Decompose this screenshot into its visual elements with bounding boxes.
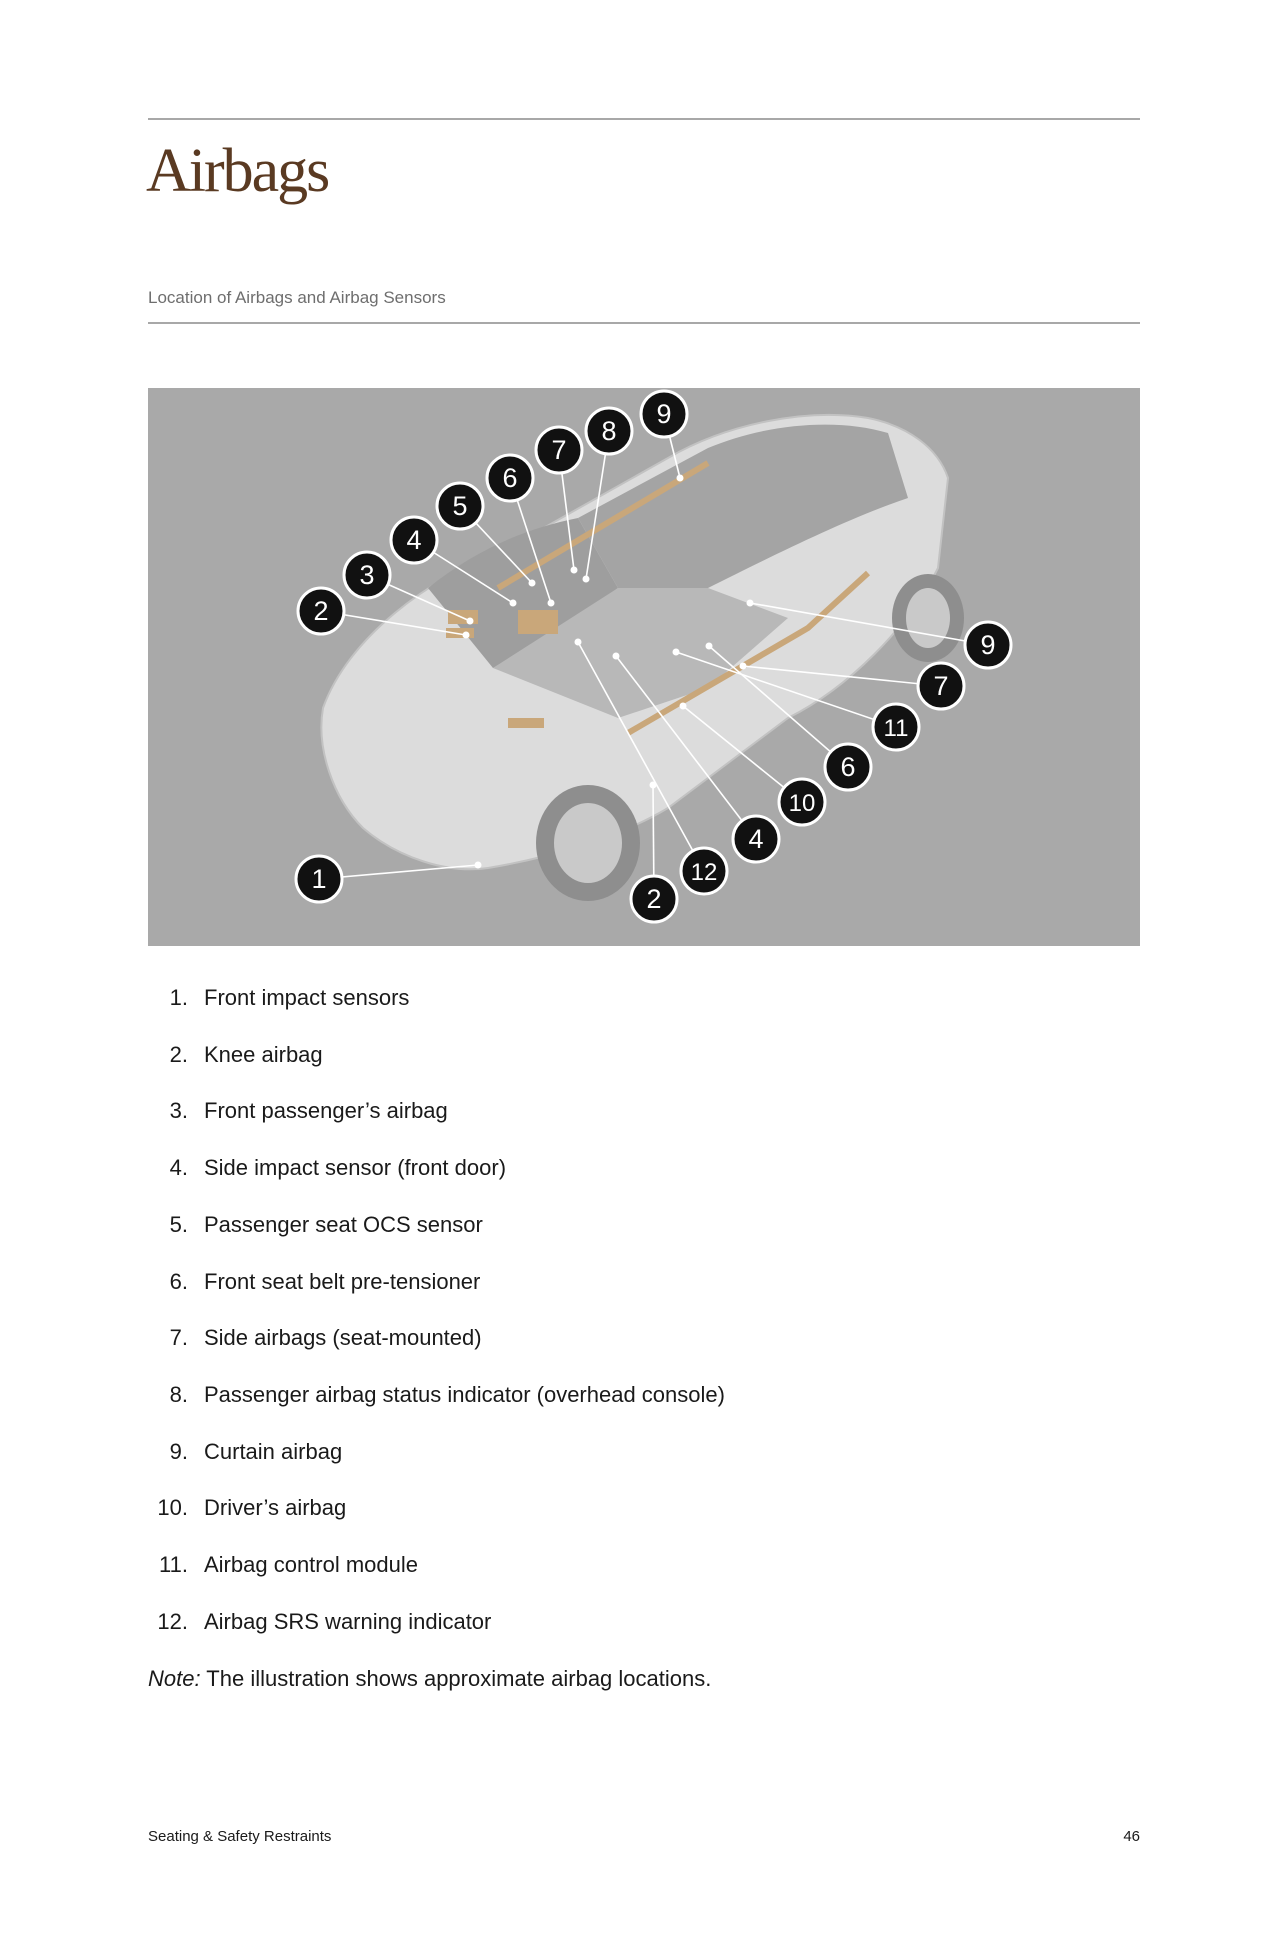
callout-number: 7 (933, 671, 949, 701)
callout-badge (298, 588, 344, 634)
callout-number: 7 (551, 435, 567, 465)
legend-item-label: Airbag SRS warning indicator (204, 1608, 492, 1634)
callout-target-dot (467, 618, 474, 625)
callout-badge (825, 744, 871, 790)
legend-item-label: Front impact sensors (204, 985, 410, 1010)
legend-item-number: 7. (169, 1325, 188, 1351)
section-subtitle: Location of Airbags and Airbag Sensors (148, 288, 446, 307)
note-prefix: Note: (148, 1666, 201, 1691)
callout-target-dot (680, 703, 687, 710)
callout-target-dot (463, 632, 470, 639)
footer-section-title: Seating & Safety Restraints (148, 1828, 332, 1845)
callout-number: 8 (601, 416, 617, 446)
callout-badge (487, 455, 533, 501)
legend-item-number: 6. (169, 1268, 188, 1294)
legend-item-label: Passenger seat OCS sensor (204, 1211, 483, 1237)
legend-item-label: Side impact sensor (front door) (204, 1155, 507, 1181)
legend-item-label: Driver’s airbag (204, 1495, 347, 1521)
callout-number: 6 (840, 752, 856, 782)
footer-page-number: 46 (1123, 1828, 1140, 1845)
legend-item-label: Passenger airbag status indicator (overhead console) (204, 1381, 725, 1407)
callout-target-dot (475, 862, 482, 869)
callout-number: 9 (656, 399, 672, 429)
page-title: Airbags (146, 137, 329, 205)
legend-item-label: Front passenger’s airbag (204, 1098, 448, 1124)
callout-badge (631, 876, 677, 922)
callout-target-dot (706, 643, 713, 650)
callout-number: 3 (359, 560, 375, 590)
callout-target-dot (548, 600, 555, 607)
callout-badge (536, 427, 582, 473)
callout-badge (437, 483, 483, 529)
legend-item-number: 10. (157, 1495, 188, 1521)
callout-target-dot (613, 653, 620, 660)
knee-airbag-driver (508, 718, 544, 728)
top-rule (148, 118, 1140, 120)
callout-badge (965, 622, 1011, 668)
note (148, 1664, 711, 1694)
callout-badge (344, 552, 390, 598)
callout-badge (681, 848, 727, 894)
callout-number: 2 (646, 884, 662, 914)
callout-badge (641, 391, 687, 437)
legend-item-label: Front seat belt pre-tensioner (204, 1268, 481, 1294)
callout-number: 9 (980, 630, 996, 660)
callout-badge (779, 779, 825, 825)
legend-item-number: 12. (157, 1608, 188, 1634)
callout-badge (733, 816, 779, 862)
callout-number: 1 (311, 864, 327, 894)
callout-badge (873, 704, 919, 750)
seat-airbags (518, 610, 558, 634)
callout-target-dot (740, 663, 747, 670)
callout-number: 2 (313, 596, 329, 626)
callout-target-dot (510, 600, 517, 607)
callout-target-dot (650, 782, 657, 789)
callout-badge (918, 663, 964, 709)
callout-number: 4 (406, 525, 422, 555)
legend-item-number: 3. (169, 1098, 188, 1124)
callout-target-dot (571, 567, 578, 574)
legend-item-number: 4. (169, 1155, 188, 1181)
legend-item-label: Knee airbag (204, 1041, 323, 1067)
legend-item-number: 1. (169, 985, 188, 1010)
note-text: The illustration shows approximate airbag locations. (200, 1666, 712, 1691)
callout-target-dot (673, 649, 680, 656)
callout-number: 11 (883, 715, 909, 742)
legend-item-number: 5. (169, 1211, 188, 1237)
legend-item-label: Curtain airbag (204, 1438, 343, 1464)
airbag-location-illustration (148, 388, 1140, 946)
callout-badge (296, 856, 342, 902)
callout-number: 12 (690, 859, 718, 886)
callout-number: 10 (788, 790, 816, 817)
legend-item-number: 9. (169, 1438, 188, 1464)
callout-badge (586, 408, 632, 454)
callout-target-dot (529, 580, 536, 587)
callout-number: 4 (748, 824, 764, 854)
callout-number: 6 (502, 463, 518, 493)
callout-badge (391, 517, 437, 563)
callout-target-dot (677, 475, 684, 482)
legend-item-number: 11. (159, 1552, 188, 1577)
legend-item-label: Side airbags (seat-mounted) (204, 1325, 482, 1351)
legend-item-number: 2. (169, 1041, 188, 1067)
callout-target-dot (575, 639, 582, 646)
subtitle-rule (148, 322, 1140, 324)
callout-number: 5 (452, 491, 468, 521)
legend-item-label: Airbag control module (204, 1552, 419, 1577)
legend-item-number: 8. (169, 1381, 188, 1407)
callout-target-dot (747, 600, 754, 607)
callout-target-dot (583, 576, 590, 583)
car-diagram (148, 388, 1140, 946)
